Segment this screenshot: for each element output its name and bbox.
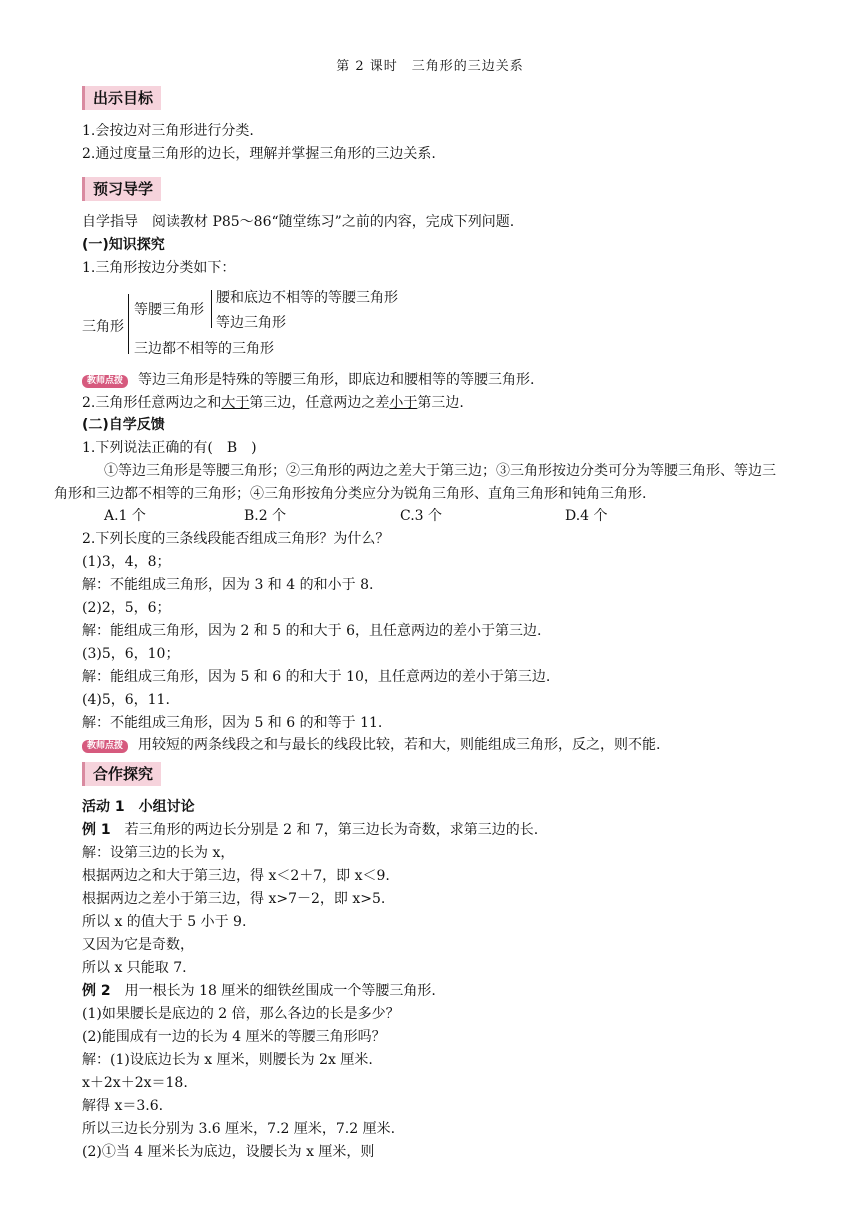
rule-text-e: 第三边.	[417, 395, 464, 411]
example-1-line: 又因为它是奇数，	[82, 937, 194, 953]
example-2-line: (1)如果腰长是底边的 2 倍，那么各边的长是多少？	[82, 1006, 400, 1022]
question-2: 2.下列长度的三条线段能否组成三角形？为什么？	[82, 531, 390, 547]
tree-brace-main	[128, 294, 129, 354]
tree-sub1: 腰和底边不相等的等腰三角形	[216, 290, 398, 306]
q2-line: (4)5，6，11.	[82, 692, 170, 708]
page-title: 第 2 课时 三角形的三边关系	[336, 59, 524, 74]
tree-root: 三角形	[82, 319, 124, 335]
section-header-cooperate: 合作探究	[82, 762, 161, 786]
q2-line: (1)3，4，8；	[82, 554, 171, 570]
option-b: B.2 个	[244, 508, 287, 524]
example-2-text: 用一根长为 18 厘米的细铁丝围成一个等腰三角形.	[124, 983, 436, 999]
example-1	[82, 821, 538, 839]
example-2-line: x＋2x＋2x＝18.	[82, 1075, 188, 1091]
q2-line: (3)5，6，10；	[82, 646, 180, 662]
q2-line: 解：不能组成三角形，因为 3 和 4 的和小于 8.	[82, 577, 374, 593]
example-1-text: 若三角形的两边长分别是 2 和 7，第三边长为奇数，求第三边的长.	[124, 822, 539, 838]
option-a: A.1 个	[104, 508, 146, 524]
rule-answer-less: 小于	[389, 395, 418, 411]
example-1-label: 例 1	[82, 822, 111, 838]
teacher-tip-badge: 教师点拨	[82, 740, 128, 753]
tree-sub2: 等边三角形	[216, 315, 286, 331]
teacher-tip-text: 用较短的两条线段之和与最长的线段比较，若和大，则能组成三角形，反之，则不能.	[138, 737, 661, 753]
self-study-guide: 自学指导 阅读教材 P85～86“随堂练习”之前的内容，完成下列问题.	[82, 214, 515, 230]
rule-answer-greater: 大于	[221, 395, 250, 411]
option-d: D.4 个	[565, 508, 608, 524]
option-c: C.3 个	[400, 508, 443, 524]
activity-title: 活动 1 小组讨论	[82, 799, 195, 815]
example-2-line: 解：(1)设底边长为 x 厘米，则腰长为 2x 厘米.	[82, 1052, 373, 1068]
example-2-label: 例 2	[82, 983, 111, 999]
q2-line: 解：能组成三角形，因为 2 和 5 的和大于 6，且任意两边的差小于第三边.	[82, 623, 542, 639]
part-feedback-title: (二)自学反馈	[82, 417, 165, 433]
classify-intro: 1.三角形按边分类如下：	[82, 260, 236, 276]
teacher-tip-1	[82, 371, 534, 389]
q2-line: (2)2，5，6；	[82, 600, 171, 616]
rule-text-c: 第三边，任意两边之差	[249, 395, 390, 411]
triangle-side-rule	[82, 394, 464, 412]
tree-isosceles: 等腰三角形	[134, 302, 204, 318]
q2-line: 解：能组成三角形，因为 5 和 6 的和大于 10，且任意两边的差小于第三边.	[82, 669, 551, 685]
goal-2: 2.通过度量三角形的边长，理解并掌握三角形的三边关系.	[82, 146, 436, 162]
question-1-body-1: ①等边三角形是等腰三角形；②三角形的两边之差大于第三边；③三角形按边分类可分为等腰三角形、等边三	[104, 463, 776, 479]
teacher-tip-text: 等边三角形是特殊的等腰三角形，即底边和腰相等的等腰三角形.	[138, 372, 535, 388]
goal-1: 1.会按边对三角形进行分类.	[82, 123, 254, 139]
teacher-tip-2	[82, 736, 660, 754]
example-2-line: 所以三边长分别为 3.6 厘米，7.2 厘米，7.2 厘米.	[82, 1121, 396, 1137]
teacher-tip-badge: 教师点拨	[82, 375, 128, 388]
question-1: 1.下列说法正确的有( B )	[82, 440, 257, 456]
part-knowledge-title: (一)知识探究	[82, 237, 165, 253]
section-header-preview: 预习导学	[82, 177, 161, 201]
tree-scalene: 三边都不相等的三角形	[134, 341, 274, 357]
rule-text-a: 2.三角形任意两边之和	[82, 395, 222, 411]
tree-brace-sub	[211, 290, 212, 328]
example-1-line: 所以 x 只能取 7.	[82, 960, 187, 976]
q2-line: 解：不能组成三角形，因为 5 和 6 的和等于 11.	[82, 715, 383, 731]
example-1-line: 所以 x 的值大于 5 小于 9.	[82, 914, 247, 930]
example-2	[82, 982, 436, 1000]
example-1-line: 根据两边之差小于第三边，得 x>7－2，即 x>5.	[82, 891, 386, 907]
question-1-body-2: 角形和三边都不相等的三角形；④三角形按角分类应分为锐角三角形、直角三角形和钝角三角形.	[54, 486, 647, 502]
example-1-line: 根据两边之和大于第三边，得 x＜2＋7，即 x＜9.	[82, 868, 390, 884]
example-1-line: 解：设第三边的长为 x，	[82, 845, 235, 861]
section-header-goals: 出示目标	[82, 86, 161, 110]
example-2-line: 解得 x＝3.6.	[82, 1098, 164, 1114]
example-2-line: (2)①当 4 厘米长为底边，设腰长为 x 厘米，则	[82, 1144, 375, 1160]
example-2-line: (2)能围成有一边的长为 4 厘米的等腰三角形吗？	[82, 1029, 386, 1045]
